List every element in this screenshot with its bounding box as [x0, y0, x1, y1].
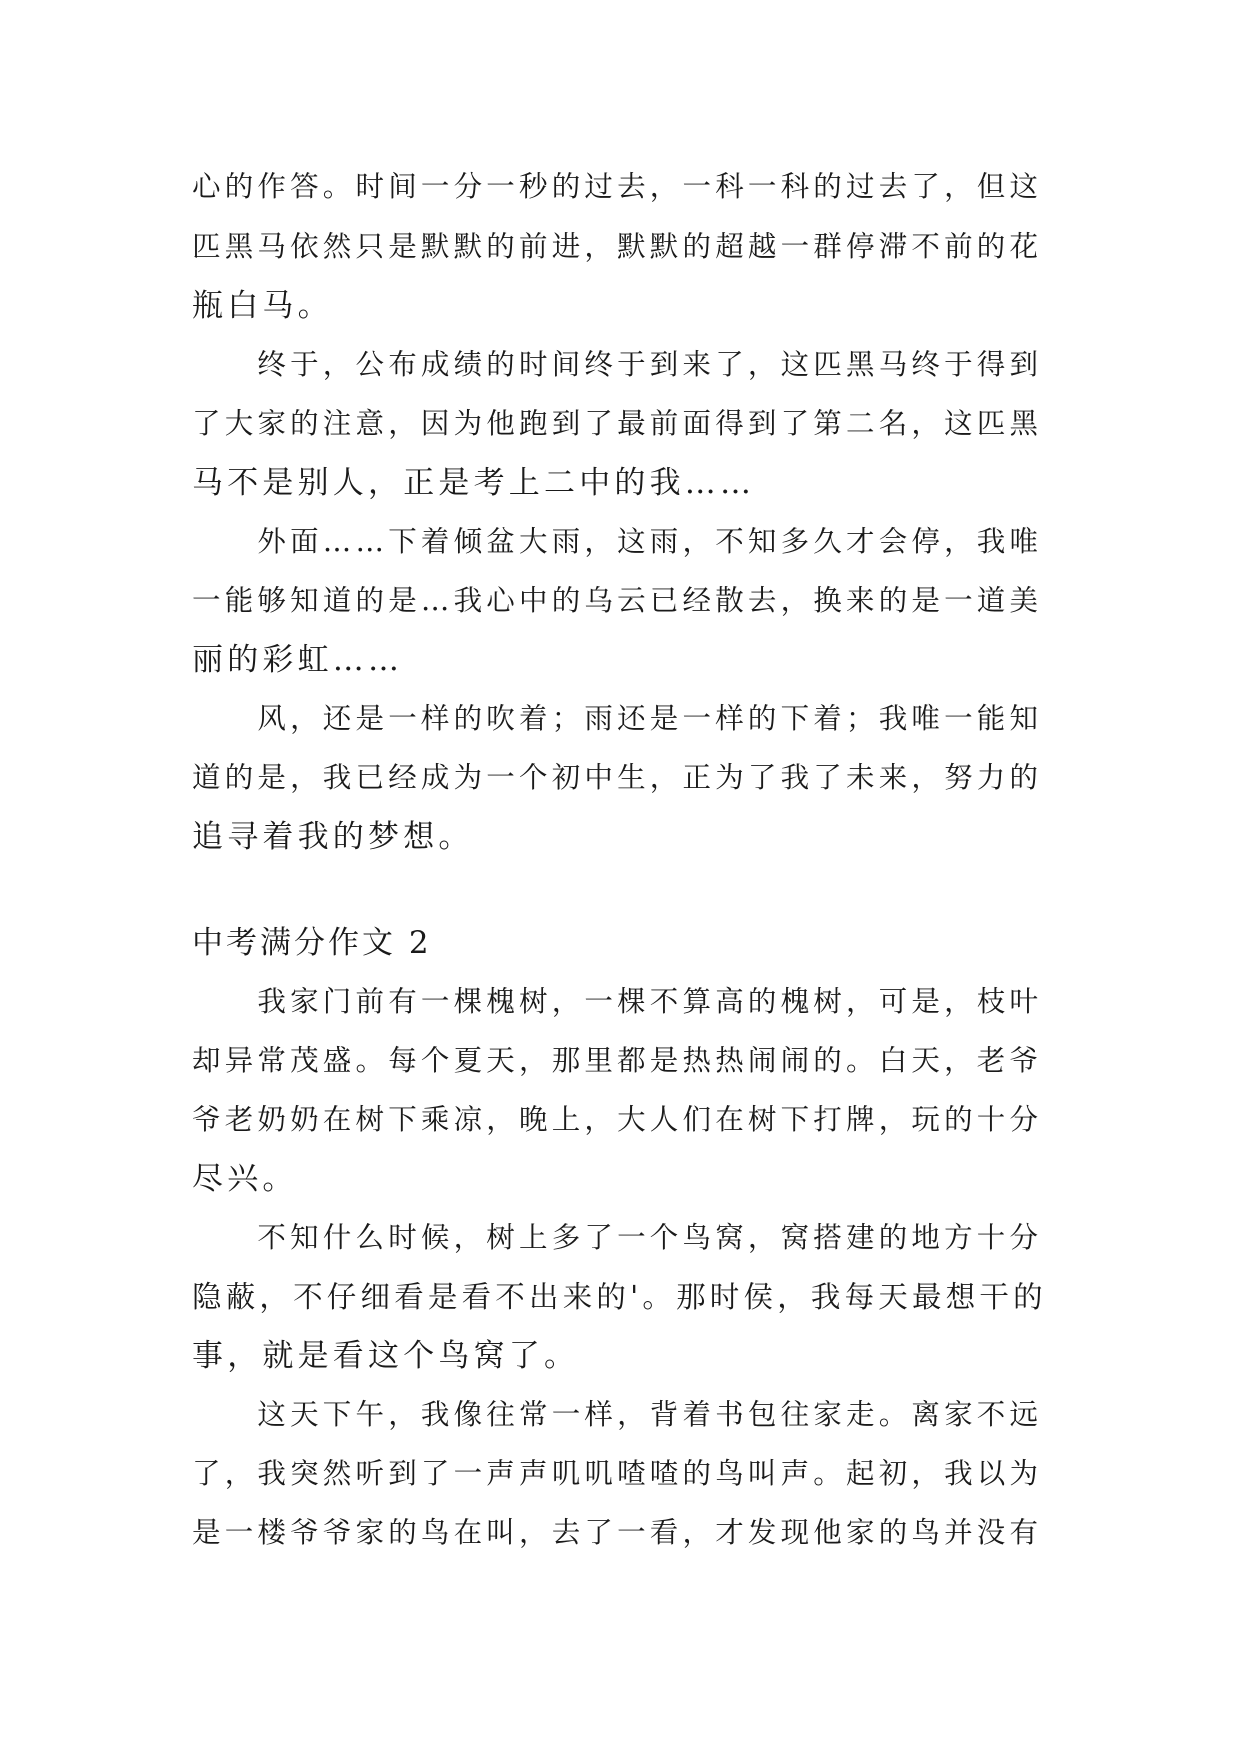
body-line: 丽的彩虹…… — [192, 642, 404, 678]
body-line: 了大家的注意，因为他跑到了最前面得到了第二名，这匹黑 — [192, 407, 1043, 440]
body-line: 风，还是一样的吹着；雨还是一样的下着；我唯一能知 — [192, 702, 1043, 735]
body-line: 终于，公布成绩的时间终于到来了，这匹黑马终于得到 — [192, 348, 1043, 381]
body-line: 外面……下着倾盆大雨，这雨，不知多久才会停，我唯 — [192, 525, 1043, 558]
body-line: 马不是别人，正是考上二中的我…… — [192, 465, 756, 501]
body-line: 却异常茂盛。每个夏天，那里都是热热闹闹的。白天，老爷 — [192, 1044, 1043, 1077]
body-line: 是一楼爷爷家的鸟在叫，去了一看，才发现他家的鸟并没有 — [192, 1516, 1043, 1549]
body-line: 隐蔽，不仔细看是看不出来的'。那时侯，我每天最想干的 — [192, 1280, 1047, 1314]
body-line: 爷老奶奶在树下乘凉，晚上，大人们在树下打牌，玩的十分 — [192, 1103, 1043, 1136]
body-line: 道的是，我已经成为一个初中生，正为了我了未来，努力的 — [192, 761, 1043, 794]
body-line: 一能够知道的是…我心中的乌云已经散去，换来的是一道美 — [192, 584, 1043, 617]
body-line: 我家门前有一棵槐树，一棵不算高的槐树，可是，枝叶 — [192, 985, 1043, 1018]
section-heading: 中考满分作文 2 — [192, 925, 432, 961]
body-line: 瓶白马。 — [192, 288, 333, 324]
body-line: 心的作答。时间一分一秒的过去，一科一科的过去了，但这 — [192, 170, 1043, 203]
body-line: 了，我突然听到了一声声叽叽喳喳的鸟叫声。起初，我以为 — [192, 1457, 1043, 1490]
body-line: 这天下午，我像往常一样，背着书包往家走。离家不远 — [192, 1398, 1043, 1431]
body-line: 事，就是看这个鸟窝了。 — [192, 1338, 580, 1374]
body-line: 匹黑马依然只是默默的前进，默默的超越一群停滞不前的花 — [192, 230, 1043, 263]
body-line: 追寻着我的梦想。 — [192, 819, 474, 855]
body-line: 不知什么时候，树上多了一个鸟窝，窝搭建的地方十分 — [192, 1221, 1043, 1254]
body-line: 尽兴。 — [192, 1161, 298, 1197]
